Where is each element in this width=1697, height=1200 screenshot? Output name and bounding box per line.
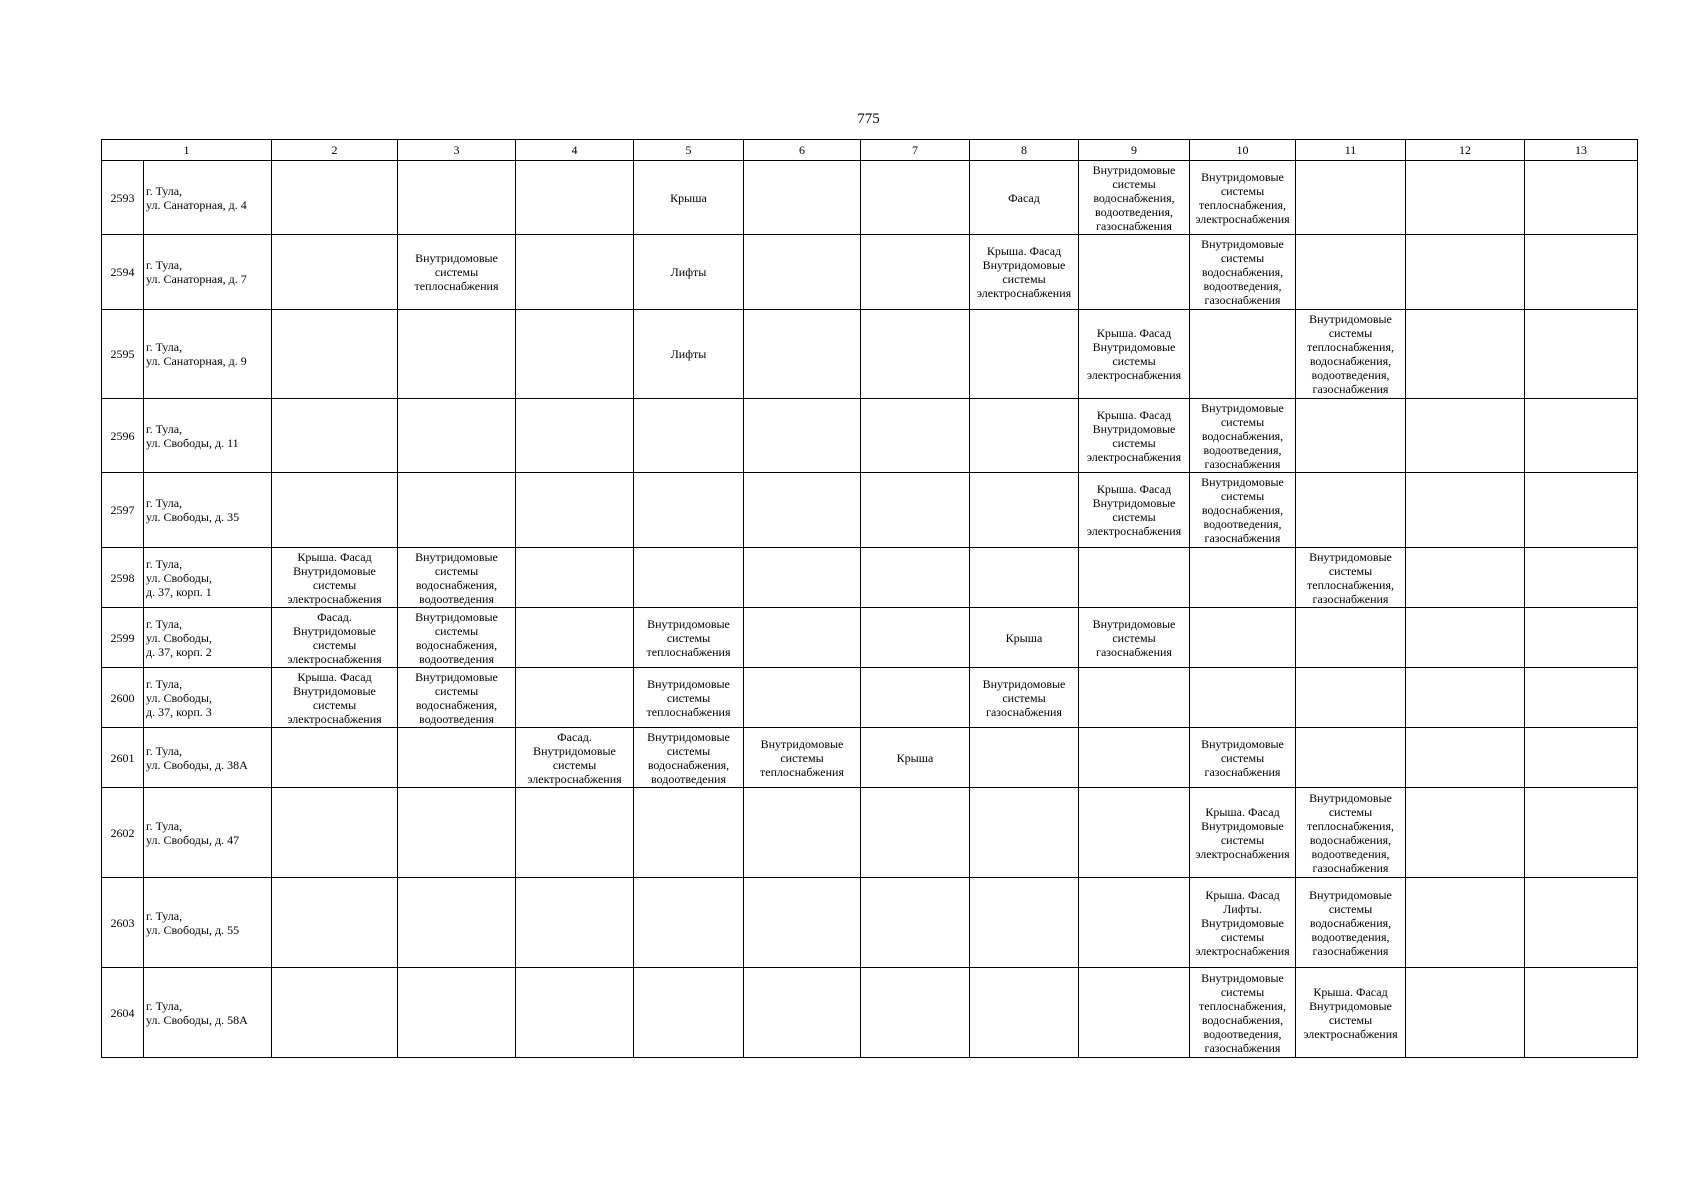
work-cell bbox=[1079, 548, 1190, 608]
work-cell: Крыша. Фасад Внутридомовые системы электроснабжения bbox=[272, 668, 398, 728]
work-cell: Крыша bbox=[861, 728, 970, 788]
work-cell bbox=[744, 161, 861, 235]
work-cell: Внутридомовые системы водоснабжения, водоотведения, газоснабжения bbox=[1190, 473, 1296, 548]
work-cell bbox=[861, 399, 970, 473]
work-cell bbox=[272, 399, 398, 473]
work-cell bbox=[1079, 728, 1190, 788]
repair-schedule-table bbox=[101, 139, 1638, 1058]
work-cell: Внутридомовые системы водоснабжения, водоотведения, газоснабжения bbox=[1079, 161, 1190, 235]
work-cell bbox=[744, 473, 861, 548]
work-cell bbox=[272, 728, 398, 788]
work-cell bbox=[272, 310, 398, 399]
work-cell bbox=[861, 788, 970, 878]
work-cell bbox=[970, 878, 1079, 968]
work-cell bbox=[516, 310, 634, 399]
work-cell bbox=[1525, 399, 1638, 473]
work-cell bbox=[398, 728, 516, 788]
work-cell bbox=[1525, 235, 1638, 310]
work-cell bbox=[744, 548, 861, 608]
address-cell: г. Тула, ул. Свободы, д. 58А bbox=[144, 968, 272, 1058]
work-cell bbox=[1525, 728, 1638, 788]
work-cell bbox=[1525, 161, 1638, 235]
work-cell: Внутридомовые системы водоснабжения, водоотведения, газоснабжения bbox=[1190, 399, 1296, 473]
work-cell: Внутридомовые системы теплоснабжения, водоснабжения, водоотведения, газоснабжения bbox=[1296, 788, 1406, 878]
work-cell: Внутридомовые системы теплоснабжения, электроснабжения bbox=[1190, 161, 1296, 235]
header-row bbox=[102, 140, 1638, 161]
work-cell: Крыша. Фасад Внутридомовые системы электроснабжения bbox=[1190, 788, 1296, 878]
header-cell: 5 bbox=[634, 140, 744, 161]
row-number: 2597 bbox=[102, 473, 144, 548]
work-cell bbox=[634, 399, 744, 473]
work-cell bbox=[1079, 968, 1190, 1058]
work-cell bbox=[861, 968, 970, 1058]
header-cell: 11 bbox=[1296, 140, 1406, 161]
row-number: 2598 bbox=[102, 548, 144, 608]
work-cell bbox=[1079, 668, 1190, 728]
work-cell bbox=[744, 399, 861, 473]
work-cell bbox=[1079, 788, 1190, 878]
work-cell bbox=[861, 608, 970, 668]
address-cell: г. Тула, ул. Свободы, д. 11 bbox=[144, 399, 272, 473]
work-cell bbox=[970, 968, 1079, 1058]
work-cell bbox=[272, 878, 398, 968]
work-cell bbox=[1525, 310, 1638, 399]
table-row bbox=[102, 399, 1638, 473]
header-cell: 4 bbox=[516, 140, 634, 161]
page-number: 775 bbox=[857, 111, 880, 127]
work-cell: Внутридомовые системы газоснабжения bbox=[970, 668, 1079, 728]
work-cell bbox=[398, 310, 516, 399]
work-cell bbox=[398, 161, 516, 235]
work-cell bbox=[970, 473, 1079, 548]
work-cell bbox=[970, 728, 1079, 788]
work-cell: Внутридомовые системы водоснабжения, водоотведения bbox=[634, 728, 744, 788]
table-row bbox=[102, 548, 1638, 608]
work-cell: Крыша. Фасад Внутридомовые системы электроснабжения bbox=[1079, 310, 1190, 399]
work-cell bbox=[398, 878, 516, 968]
work-cell bbox=[1406, 788, 1525, 878]
work-cell bbox=[398, 473, 516, 548]
work-cell bbox=[516, 235, 634, 310]
address-cell: г. Тула, ул. Свободы, д. 38А bbox=[144, 728, 272, 788]
work-cell: Крыша. Фасад Лифты. Внутридомовые системы электроснабжения bbox=[1190, 878, 1296, 968]
header-cell: 6 bbox=[744, 140, 861, 161]
work-cell: Крыша. Фасад Внутридомовые системы электроснабжения bbox=[970, 235, 1079, 310]
work-cell bbox=[516, 399, 634, 473]
work-cell bbox=[1079, 878, 1190, 968]
work-cell bbox=[1525, 608, 1638, 668]
header-cell: 13 bbox=[1525, 140, 1638, 161]
table-row bbox=[102, 310, 1638, 399]
work-cell: Внутридомовые системы газоснабжения bbox=[1079, 608, 1190, 668]
table-row bbox=[102, 728, 1638, 788]
work-cell bbox=[744, 668, 861, 728]
work-cell bbox=[861, 161, 970, 235]
work-cell bbox=[398, 399, 516, 473]
work-cell: Внутридомовые системы водоснабжения, водоотведения, газоснабжения bbox=[1296, 878, 1406, 968]
work-cell bbox=[516, 608, 634, 668]
work-cell: Лифты bbox=[634, 235, 744, 310]
work-cell bbox=[1296, 668, 1406, 728]
row-number: 2602 bbox=[102, 788, 144, 878]
work-cell: Внутридомовые системы водоснабжения, водоотведения bbox=[398, 668, 516, 728]
work-cell bbox=[398, 788, 516, 878]
table-body bbox=[102, 140, 1638, 1058]
work-cell: Крыша bbox=[634, 161, 744, 235]
row-number: 2594 bbox=[102, 235, 144, 310]
work-cell bbox=[970, 310, 1079, 399]
work-cell bbox=[861, 548, 970, 608]
work-cell bbox=[744, 788, 861, 878]
address-cell: г. Тула, ул. Санаторная, д. 9 bbox=[144, 310, 272, 399]
work-cell bbox=[634, 548, 744, 608]
row-number: 2600 bbox=[102, 668, 144, 728]
header-cell: 1 bbox=[102, 140, 272, 161]
work-cell bbox=[516, 161, 634, 235]
work-cell bbox=[272, 968, 398, 1058]
address-cell: г. Тула, ул. Свободы, д. 55 bbox=[144, 878, 272, 968]
work-cell: Внутридомовые системы теплоснабжения, газоснабжения bbox=[1296, 548, 1406, 608]
header-cell: 9 bbox=[1079, 140, 1190, 161]
work-cell bbox=[1406, 161, 1525, 235]
work-cell bbox=[634, 788, 744, 878]
work-cell: Крыша. Фасад Внутридомовые системы электроснабжения bbox=[1296, 968, 1406, 1058]
table-row bbox=[102, 878, 1638, 968]
table-row bbox=[102, 161, 1638, 235]
work-cell bbox=[1296, 728, 1406, 788]
work-cell bbox=[861, 235, 970, 310]
work-cell bbox=[1190, 548, 1296, 608]
work-cell bbox=[272, 235, 398, 310]
header-cell: 12 bbox=[1406, 140, 1525, 161]
work-cell bbox=[970, 399, 1079, 473]
address-cell: г. Тула, ул. Санаторная, д. 4 bbox=[144, 161, 272, 235]
work-cell: Крыша. Фасад Внутридомовые системы электроснабжения bbox=[1079, 399, 1190, 473]
work-cell bbox=[1525, 968, 1638, 1058]
work-cell bbox=[861, 310, 970, 399]
row-number: 2593 bbox=[102, 161, 144, 235]
work-cell bbox=[1525, 878, 1638, 968]
work-cell bbox=[744, 968, 861, 1058]
work-cell: Внутридомовые системы теплоснабжения, водоснабжения, водоотведения, газоснабжения bbox=[1296, 310, 1406, 399]
work-cell bbox=[1406, 608, 1525, 668]
work-cell bbox=[1190, 608, 1296, 668]
work-cell bbox=[1296, 399, 1406, 473]
work-cell: Внутридомовые системы теплоснабжения, водоснабжения, водоотведения, газоснабжения bbox=[1190, 968, 1296, 1058]
row-number: 2603 bbox=[102, 878, 144, 968]
header-cell: 2 bbox=[272, 140, 398, 161]
work-cell bbox=[1079, 235, 1190, 310]
work-cell: Внутридомовые системы водоснабжения, водоотведения, газоснабжения bbox=[1190, 235, 1296, 310]
work-cell bbox=[398, 968, 516, 1058]
work-cell bbox=[1190, 668, 1296, 728]
work-cell: Фасад bbox=[970, 161, 1079, 235]
work-cell bbox=[861, 878, 970, 968]
work-cell bbox=[744, 235, 861, 310]
work-cell bbox=[744, 310, 861, 399]
address-cell: г. Тула, ул. Свободы, д. 37, корп. 1 bbox=[144, 548, 272, 608]
work-cell bbox=[1406, 399, 1525, 473]
row-number: 2596 bbox=[102, 399, 144, 473]
work-cell: Крыша. Фасад Внутридомовые системы электроснабжения bbox=[1079, 473, 1190, 548]
work-cell bbox=[634, 878, 744, 968]
work-cell bbox=[516, 473, 634, 548]
work-cell: Крыша bbox=[970, 608, 1079, 668]
row-number: 2595 bbox=[102, 310, 144, 399]
work-cell bbox=[634, 473, 744, 548]
work-cell bbox=[516, 548, 634, 608]
work-cell bbox=[744, 608, 861, 668]
table-row bbox=[102, 608, 1638, 668]
work-cell bbox=[1525, 788, 1638, 878]
row-number: 2599 bbox=[102, 608, 144, 668]
table-row bbox=[102, 788, 1638, 878]
table-row bbox=[102, 235, 1638, 310]
work-cell bbox=[516, 668, 634, 728]
work-cell bbox=[1525, 473, 1638, 548]
address-cell: г. Тула, ул. Свободы, д. 35 bbox=[144, 473, 272, 548]
work-cell bbox=[1406, 473, 1525, 548]
work-cell bbox=[272, 788, 398, 878]
work-cell bbox=[1296, 608, 1406, 668]
work-cell: Внутридомовые системы водоснабжения, водоотведения bbox=[398, 548, 516, 608]
address-cell: г. Тула, ул. Санаторная, д. 7 bbox=[144, 235, 272, 310]
work-cell bbox=[1296, 161, 1406, 235]
work-cell: Фасад. Внутридомовые системы электроснабжения bbox=[516, 728, 634, 788]
work-cell: Лифты bbox=[634, 310, 744, 399]
work-cell: Внутридомовые системы теплоснабжения bbox=[634, 608, 744, 668]
work-cell: Внутридомовые системы теплоснабжения bbox=[398, 235, 516, 310]
work-cell bbox=[516, 788, 634, 878]
work-cell bbox=[1406, 548, 1525, 608]
work-cell bbox=[744, 878, 861, 968]
work-cell: Внутридомовые системы теплоснабжения bbox=[744, 728, 861, 788]
header-cell: 10 bbox=[1190, 140, 1296, 161]
header-cell: 3 bbox=[398, 140, 516, 161]
work-cell bbox=[1296, 473, 1406, 548]
work-cell bbox=[272, 473, 398, 548]
row-number: 2604 bbox=[102, 968, 144, 1058]
table-row bbox=[102, 473, 1638, 548]
header-cell: 7 bbox=[861, 140, 970, 161]
work-cell bbox=[1406, 878, 1525, 968]
work-cell: Фасад. Внутридомовые системы электроснабжения bbox=[272, 608, 398, 668]
work-cell bbox=[1406, 968, 1525, 1058]
work-cell bbox=[516, 968, 634, 1058]
work-cell bbox=[1525, 668, 1638, 728]
work-cell: Внутридомовые системы теплоснабжения bbox=[634, 668, 744, 728]
work-cell bbox=[970, 548, 1079, 608]
work-cell bbox=[1525, 548, 1638, 608]
work-cell bbox=[272, 161, 398, 235]
work-cell bbox=[1406, 728, 1525, 788]
work-cell bbox=[1406, 235, 1525, 310]
row-number: 2601 bbox=[102, 728, 144, 788]
work-cell bbox=[970, 788, 1079, 878]
work-cell bbox=[516, 878, 634, 968]
work-cell: Крыша. Фасад Внутридомовые системы электроснабжения bbox=[272, 548, 398, 608]
work-cell: Внутридомовые системы газоснабжения bbox=[1190, 728, 1296, 788]
header-cell: 8 bbox=[970, 140, 1079, 161]
work-cell bbox=[1296, 235, 1406, 310]
address-cell: г. Тула, ул. Свободы, д. 37, корп. 2 bbox=[144, 608, 272, 668]
table-row bbox=[102, 968, 1638, 1058]
work-cell bbox=[1406, 310, 1525, 399]
table-row bbox=[102, 668, 1638, 728]
address-cell: г. Тула, ул. Свободы, д. 47 bbox=[144, 788, 272, 878]
work-cell bbox=[1190, 310, 1296, 399]
address-cell: г. Тула, ул. Свободы, д. 37, корп. 3 bbox=[144, 668, 272, 728]
work-cell bbox=[1406, 668, 1525, 728]
work-cell bbox=[861, 668, 970, 728]
work-cell bbox=[634, 968, 744, 1058]
work-cell: Внутридомовые системы водоснабжения, водоотведения bbox=[398, 608, 516, 668]
work-cell bbox=[861, 473, 970, 548]
